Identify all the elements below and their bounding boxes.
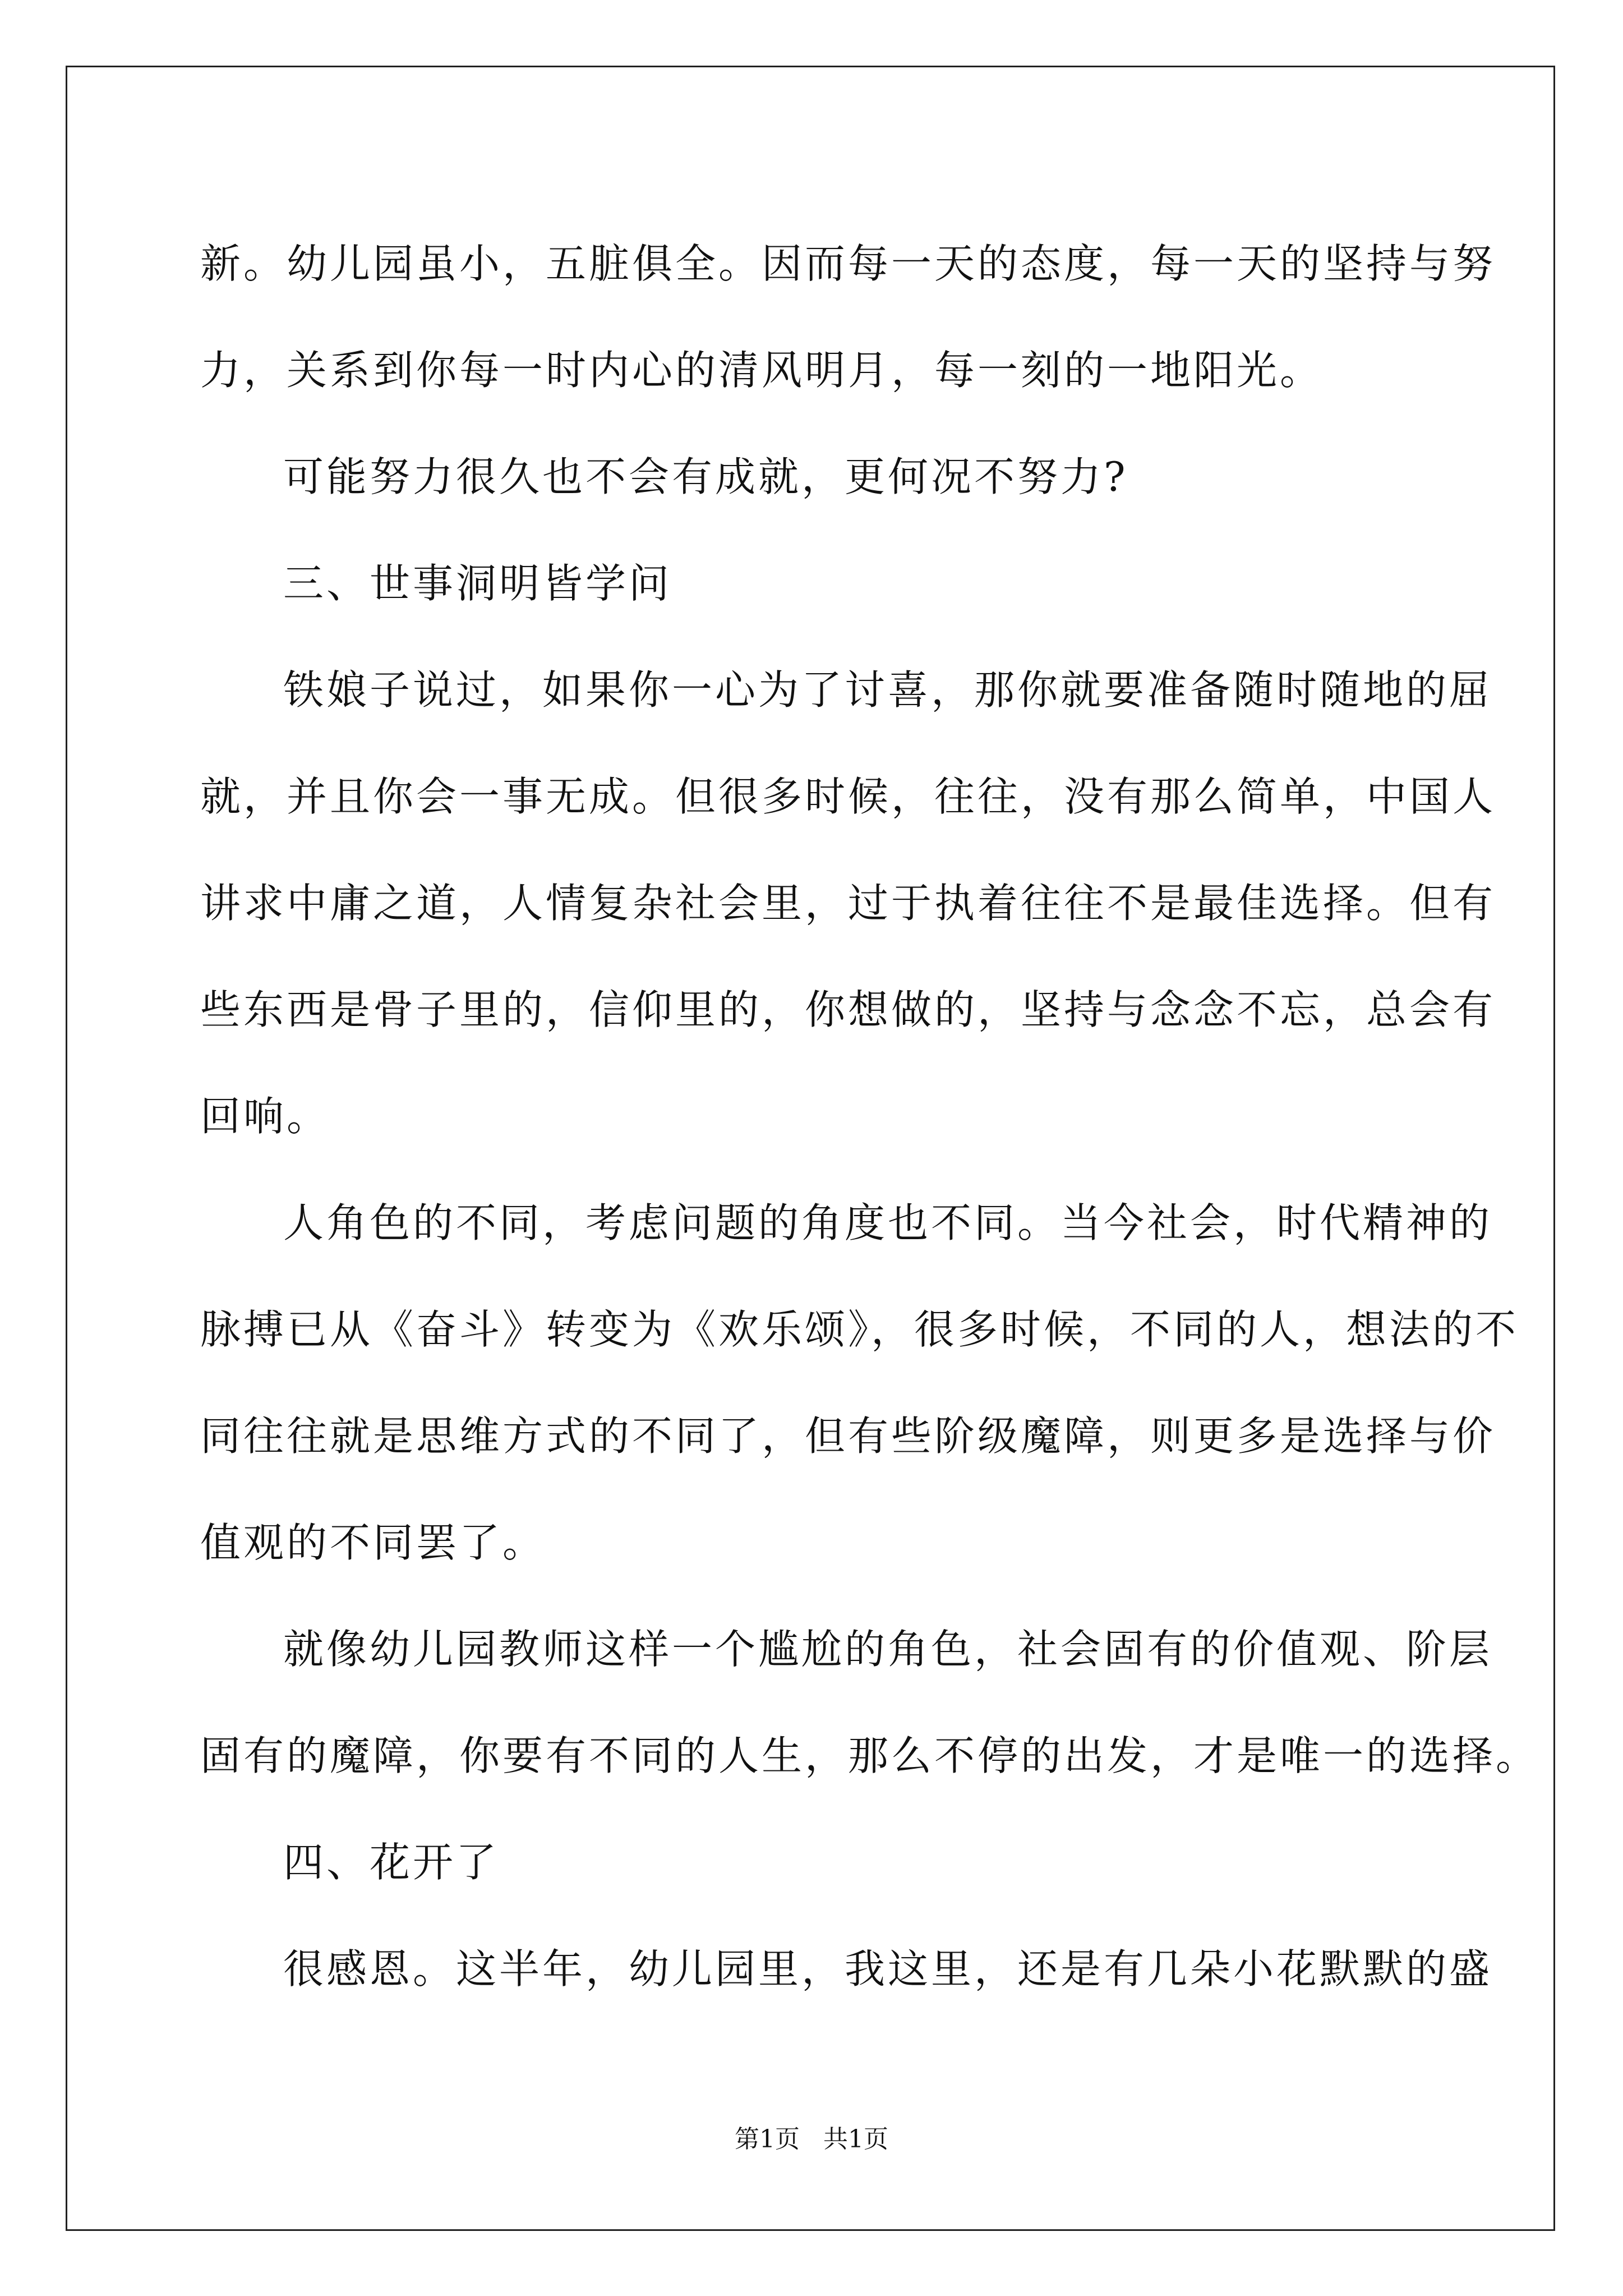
text-line: 铁娘子说过，如果你一心为了讨喜，那你就要准备随时随地的屈 <box>283 666 1493 714</box>
text-line: 固有的魔障，你要有不同的人生，那么不停的出发，才是唯一的选择。 <box>200 1732 1539 1779</box>
text-line: 就像幼儿园教师这样一个尴尬的角色，社会固有的价值观、阶层 <box>283 1626 1493 1673</box>
text-line: 回响。 <box>200 1093 330 1140</box>
text-line: 就，并且你会一事无成。但很多时候，往往，没有那么简单，中国人 <box>200 773 1496 820</box>
text-line: 力，关系到你每一时内心的清风明月，每一刻的一地阳光。 <box>200 347 1324 394</box>
document-body <box>200 210 1539 2022</box>
section-heading: 四、花开了 <box>283 1839 500 1886</box>
section-heading: 三、世事洞明皆学问 <box>283 560 672 607</box>
text-line: 很感恩。这半年，幼儿园里，我这里，还是有几朵小花默默的盛 <box>283 1945 1493 1993</box>
page-number-footer: 第1页 共1页 <box>735 2125 888 2154</box>
text-line: 可能努力很久也不会有成就，更何况不努力? <box>283 453 1128 500</box>
text-line: 脉搏已从《奋斗》转变为《欢乐颂》，很多时候，不同的人，想法的不 <box>200 1306 1519 1353</box>
text-line: 些东西是骨子里的，信仰里的，你想做的，坚持与念念不忘，总会有 <box>200 986 1496 1033</box>
text-line: 值观的不同罢了。 <box>200 1519 546 1566</box>
text-line: 同往往就是思维方式的不同了，但有些阶级魔障，则更多是选择与价 <box>200 1412 1496 1460</box>
text-line: 人角色的不同，考虑问题的角度也不同。当今社会，时代精神的 <box>283 1199 1493 1246</box>
text-line: 讲求中庸之道，人情复杂社会里，过于执着往往不是最佳选择。但有 <box>200 880 1496 927</box>
text-line: 新。幼儿园虽小，五脏俱全。因而每一天的态度，每一天的坚持与努 <box>200 240 1496 287</box>
